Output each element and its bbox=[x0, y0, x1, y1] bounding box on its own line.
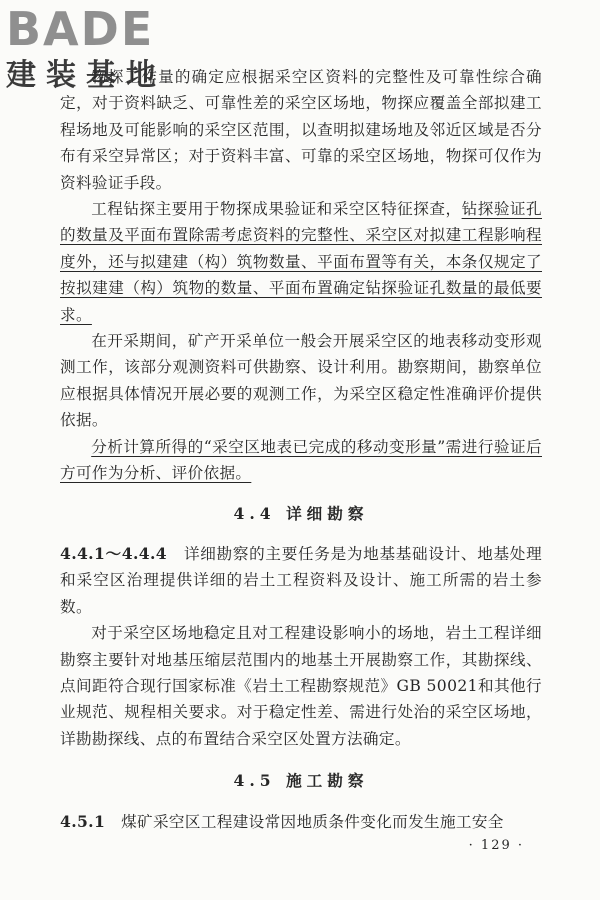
clause-number-4-5-1: 4.5.1 bbox=[60, 811, 106, 831]
paragraph-drilling bbox=[60, 196, 542, 328]
paragraph-4-4-1 bbox=[60, 541, 542, 620]
page-number: · 129 · bbox=[468, 838, 524, 853]
section-title-4-4: 4.4 详细勘察 bbox=[233, 503, 369, 523]
document-page bbox=[60, 64, 542, 835]
paragraph-geophysical: 物探工作量的确定应根据采空区资料的完整性及可靠性综合确定，对于资料缺乏、可靠性差的采空区场地，物探应覆盖全部拟建工程场地及可能影响的采空区范围，以查明拟建场地及邻近区域是否分布有采空异常区；对于资料丰富、可靠的采空区场地，物探可仅作为资料验证手段。 bbox=[60, 68, 542, 192]
clause-number-4-4-1: 4.4.1～4.4.4 bbox=[60, 543, 167, 563]
paragraph-deformation bbox=[60, 434, 542, 487]
paragraph-detailed-survey: 对于采空区场地稳定且对工程建设影响小的场地，岩土工程详细勘察主要针对地基压缩层范围内的地基土开展勘察工作，其勘探线、点间距符合现行国家标准《岩土工程勘察规范》GB 50021和其他行业规范、规程相关要求。对于稳定性差、需进行处治的采空区场地，详勘勘探线、点的布置结合采空区处置方法确定。 bbox=[60, 624, 542, 748]
logo-chinese: 建装基地 bbox=[6, 58, 166, 93]
section-title-4-5: 4.5 施工勘察 bbox=[233, 771, 369, 791]
paragraph-4-5-1 bbox=[60, 809, 542, 835]
clause-text-4-4-1: 详细勘察的主要任务是为地基基础设计、地基处理和采空区治理提供详细的岩土工程资料及设计、施工所需的岩土参数。 bbox=[60, 544, 543, 616]
drilling-intro: 工程钻探主要用于物探成果验证和采空区特征探查， bbox=[91, 200, 462, 219]
deformation-underlined: 分析计算所得的“采空区地表已完成的移动变形量”需进行验证后方可作为分析、评价依据。 bbox=[60, 437, 542, 483]
clause-text-4-5-1: 煤矿采空区工程建设常因地质条件变化而发生施工安全 bbox=[121, 812, 504, 831]
drilling-underlined: 钻探验证孔的数量及平面布置除需考虑资料的完整性、采空区对拟建工程影响程度外，还与拟建建（构）筑物数量、平面布置等有关，本条仅规定了按拟建建（构）筑物的数量、平面布置确定钻探验证孔数量的最低要求。 bbox=[60, 200, 542, 324]
paragraph-observation: 在开采期间，矿产开采单位一般会开展采空区的地表移动变形观测工作，该部分观测资料可供勘察、设计利用。勘察期间，勘察单位应根据具体情况开展必要的观测工作，为采空区稳定性准确评价提供依据。 bbox=[60, 332, 542, 430]
logo-word: BADE bbox=[6, 2, 155, 56]
